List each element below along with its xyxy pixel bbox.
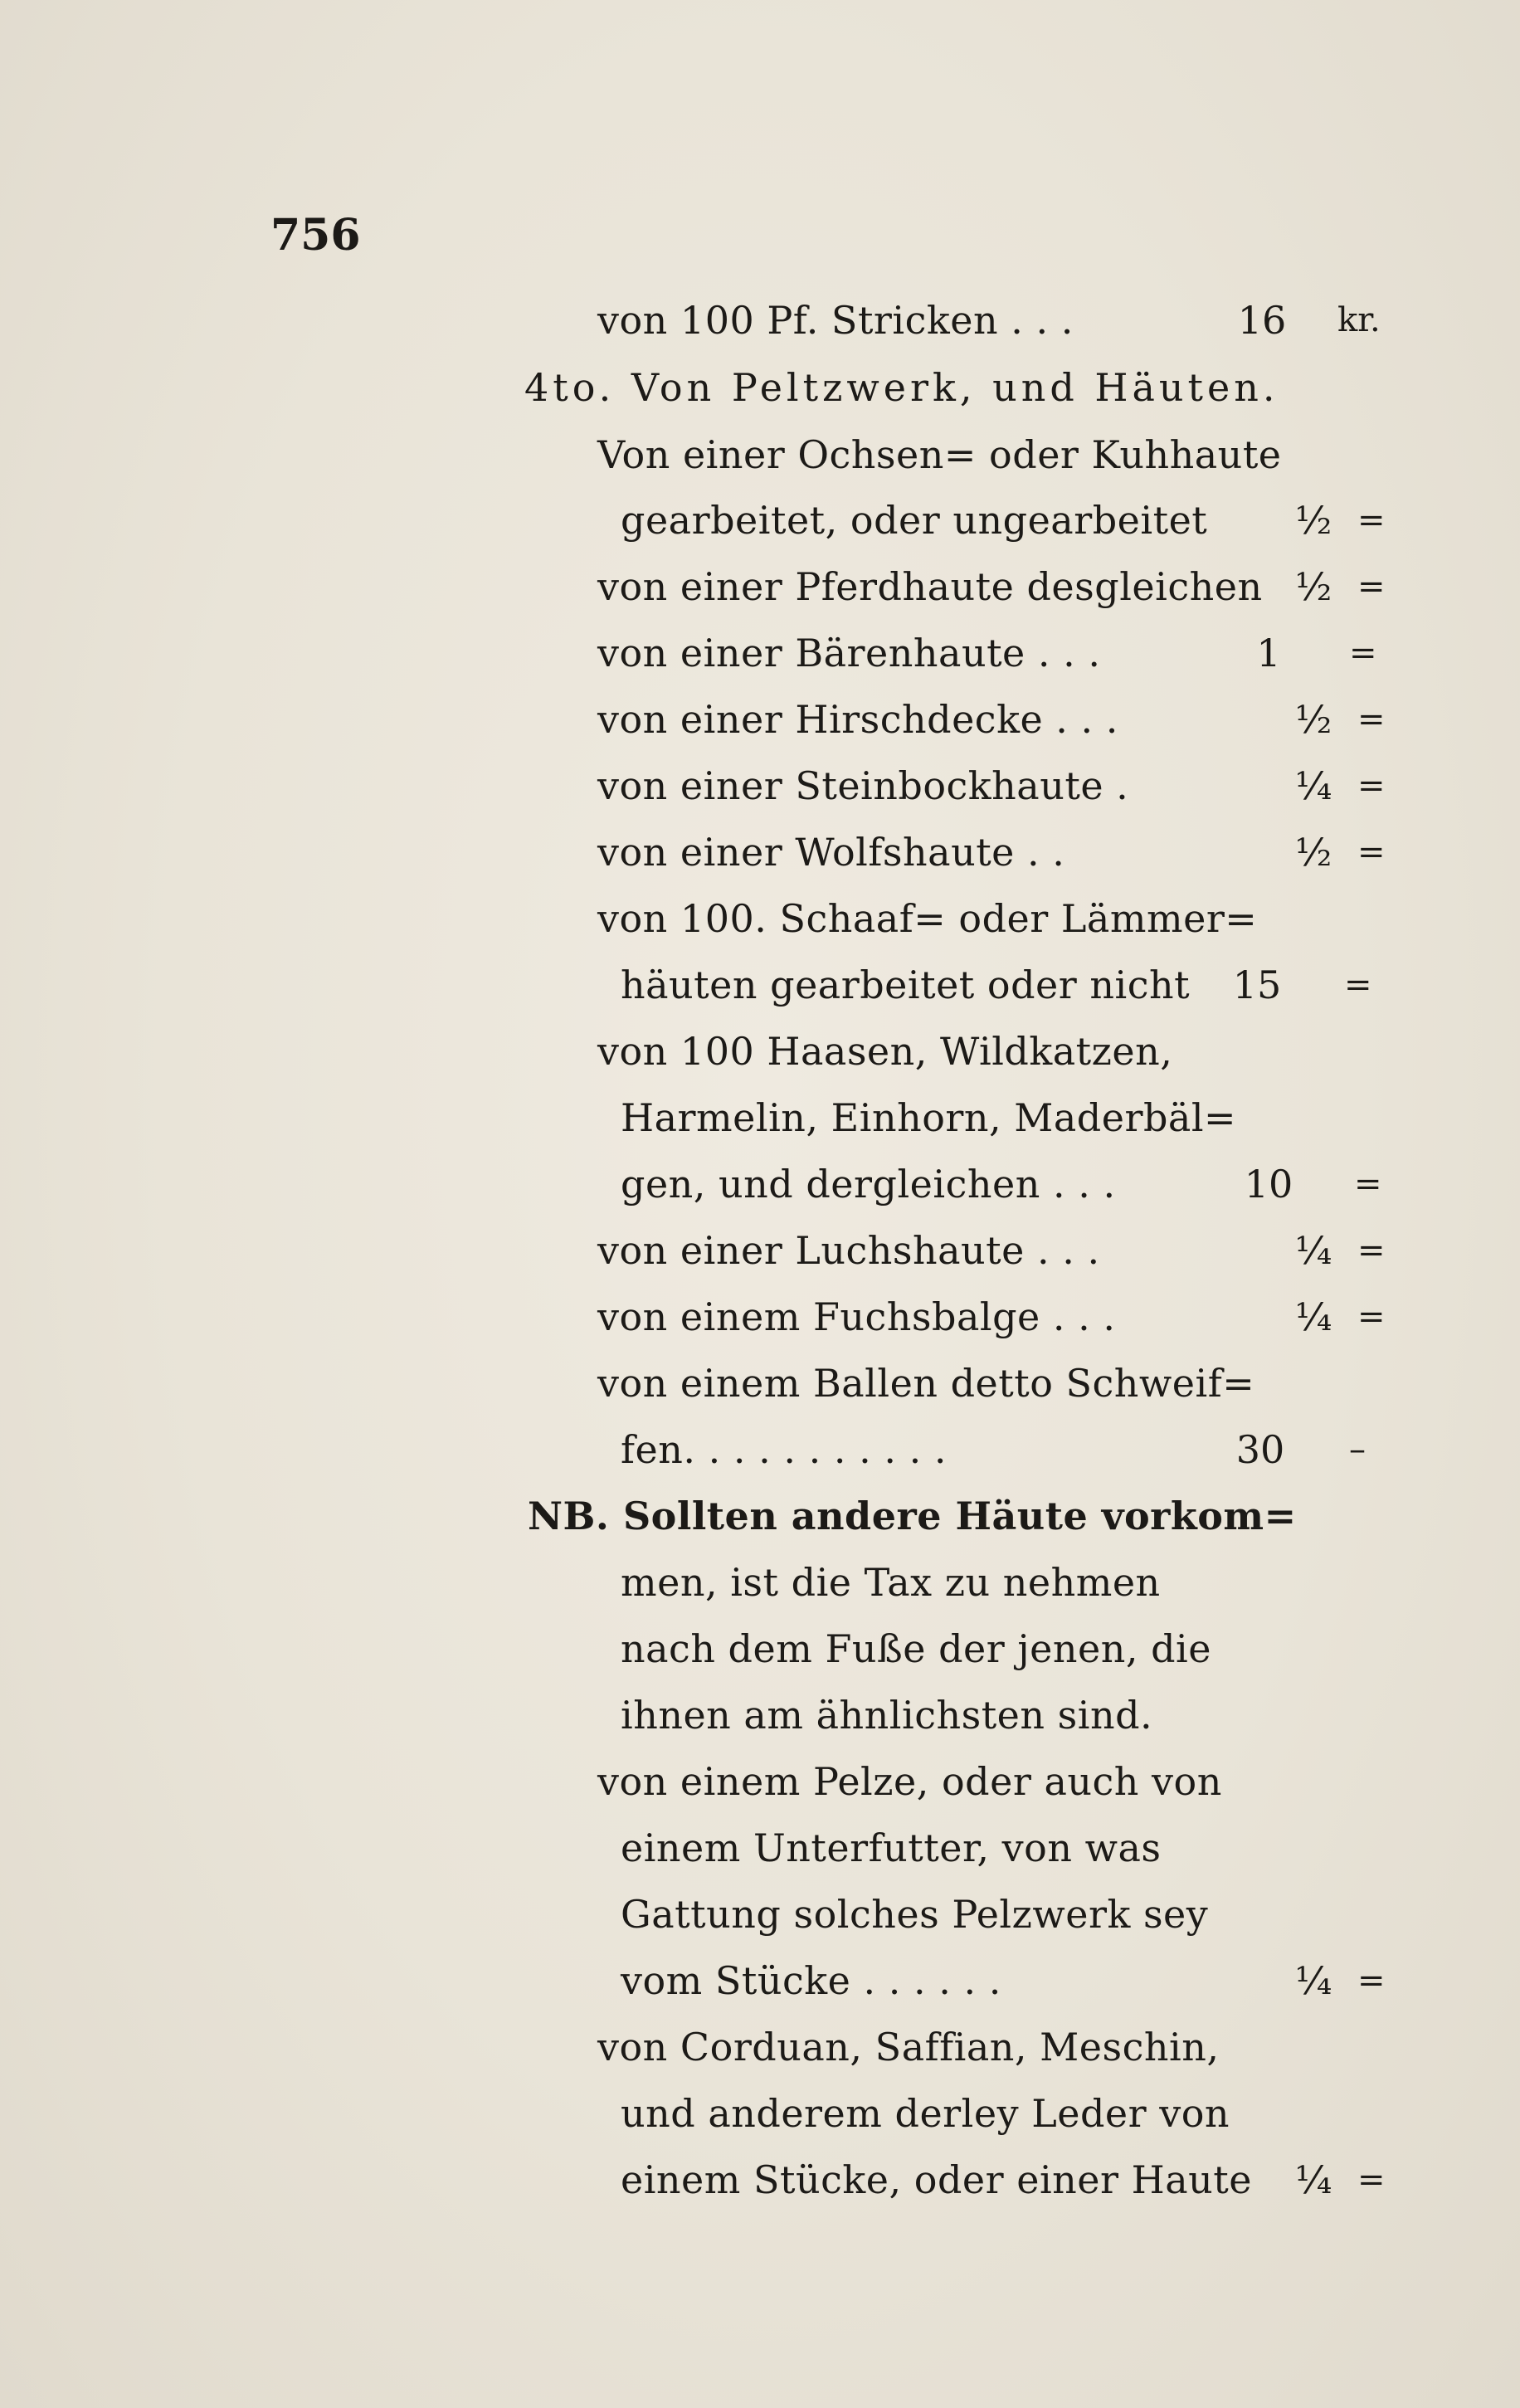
tariff-line-unit: = [1357,700,1386,738]
tariff-line-amount: 10 [1244,1162,1293,1206]
tariff-line-amount: ½ [1294,498,1332,543]
tariff-line-amount: ¼ [1294,1958,1332,2003]
tariff-line-unit: = [1354,1165,1382,1203]
tariff-line-unit: = [1357,1231,1386,1270]
tariff-line-text: vom Stücke . . . . . . [621,1958,1001,2003]
tariff-line-text: Gattung solches Pelzwerk sey [621,1892,1209,1937]
tariff-line-text: von einem Pelze, oder auch von [597,1759,1222,1804]
tariff-line-amount: 30 [1235,1427,1285,1472]
tariff-line-text: einem Unterfutter, von was [621,1825,1162,1870]
tariff-line-text: von einer Hirschdecke . . . [597,697,1118,742]
tariff-line-text: Von einer Ochsen= oder Kuhhaute [597,432,1282,477]
tariff-line-text: von 100 Haasen, Wildkatzen, [597,1029,1173,1074]
tariff-line-text: von einer Pferdhaute desgleichen [597,564,1263,609]
note-line: nach dem Fuße der jenen, die [621,1626,1211,1671]
tariff-line-unit: = [1357,833,1386,871]
tariff-line-amount: ¼ [1294,763,1332,808]
note-line: NB. Sollten andere Häute vorkom= [528,1494,1297,1538]
tariff-line-text: von einer Luchshaute . . . [597,1228,1100,1273]
tariff-line-text: von Corduan, Saffian, Meschin, [597,2025,1220,2069]
tariff-line-text: fen. . . . . . . . . . . [621,1427,947,1472]
page-number: 756 [270,210,361,261]
section-heading: 4to. Von Peltzwerk, und Häuten. [524,365,1279,410]
tariff-line-unit: kr. [1337,301,1381,339]
note-line: ihnen am ähnlichsten sind. [621,1693,1153,1738]
tariff-line-amount: 1 [1256,631,1281,675]
note-line: men, ist die Tax zu nehmen [621,1560,1161,1605]
tariff-line-unit: – [1349,1431,1366,1469]
tariff-line-text: von einem Ballen detto Schweif= [597,1361,1255,1406]
tariff-line-unit: = [1344,966,1372,1004]
tariff-line-unit: = [1357,767,1386,805]
tariff-line-unit: = [1357,1962,1386,2000]
tariff-line-text: von einem Fuchsbalge . . . [597,1294,1116,1339]
tariff-line-text: gearbeitet, oder ungearbeitet [621,498,1208,543]
tariff-line-amount: ¼ [1294,2157,1332,2202]
tariff-line-text: gen, und dergleichen . . . [621,1162,1116,1206]
tariff-line-unit: = [1357,568,1386,606]
tariff-line-text: von 100 Pf. Stricken . . . [597,298,1074,343]
tariff-line-amount: 15 [1232,963,1282,1007]
tariff-line-text: von 100. Schaaf= oder Lämmer= [597,896,1258,941]
tariff-line-text: Harmelin, Einhorn, Maderbäl= [621,1095,1237,1140]
tariff-line-unit: = [1357,2161,1386,2199]
tariff-line-text: von einer Steinbockhaute . [597,763,1129,808]
tariff-line-amount: ½ [1294,830,1332,875]
tariff-line-text: häuten gearbeitet oder nicht [621,963,1191,1007]
tariff-line-amount: 16 [1237,298,1287,343]
tariff-line-text: von einer Bärenhaute . . . [597,631,1101,675]
tariff-line-amount: ¼ [1294,1294,1332,1339]
tariff-line-text: und anderem derley Leder von [621,2091,1230,2136]
tariff-line-amount: ½ [1294,564,1332,609]
tariff-line-unit: = [1357,501,1386,539]
tariff-line-text: einem Stücke, oder einer Haute [621,2157,1252,2202]
tariff-line-unit: = [1357,1298,1386,1336]
tariff-line-text: von einer Wolfshaute . . [597,830,1065,875]
tariff-line-amount: ¼ [1294,1228,1332,1273]
tariff-line-unit: = [1349,634,1377,672]
tariff-line-amount: ½ [1294,697,1332,742]
